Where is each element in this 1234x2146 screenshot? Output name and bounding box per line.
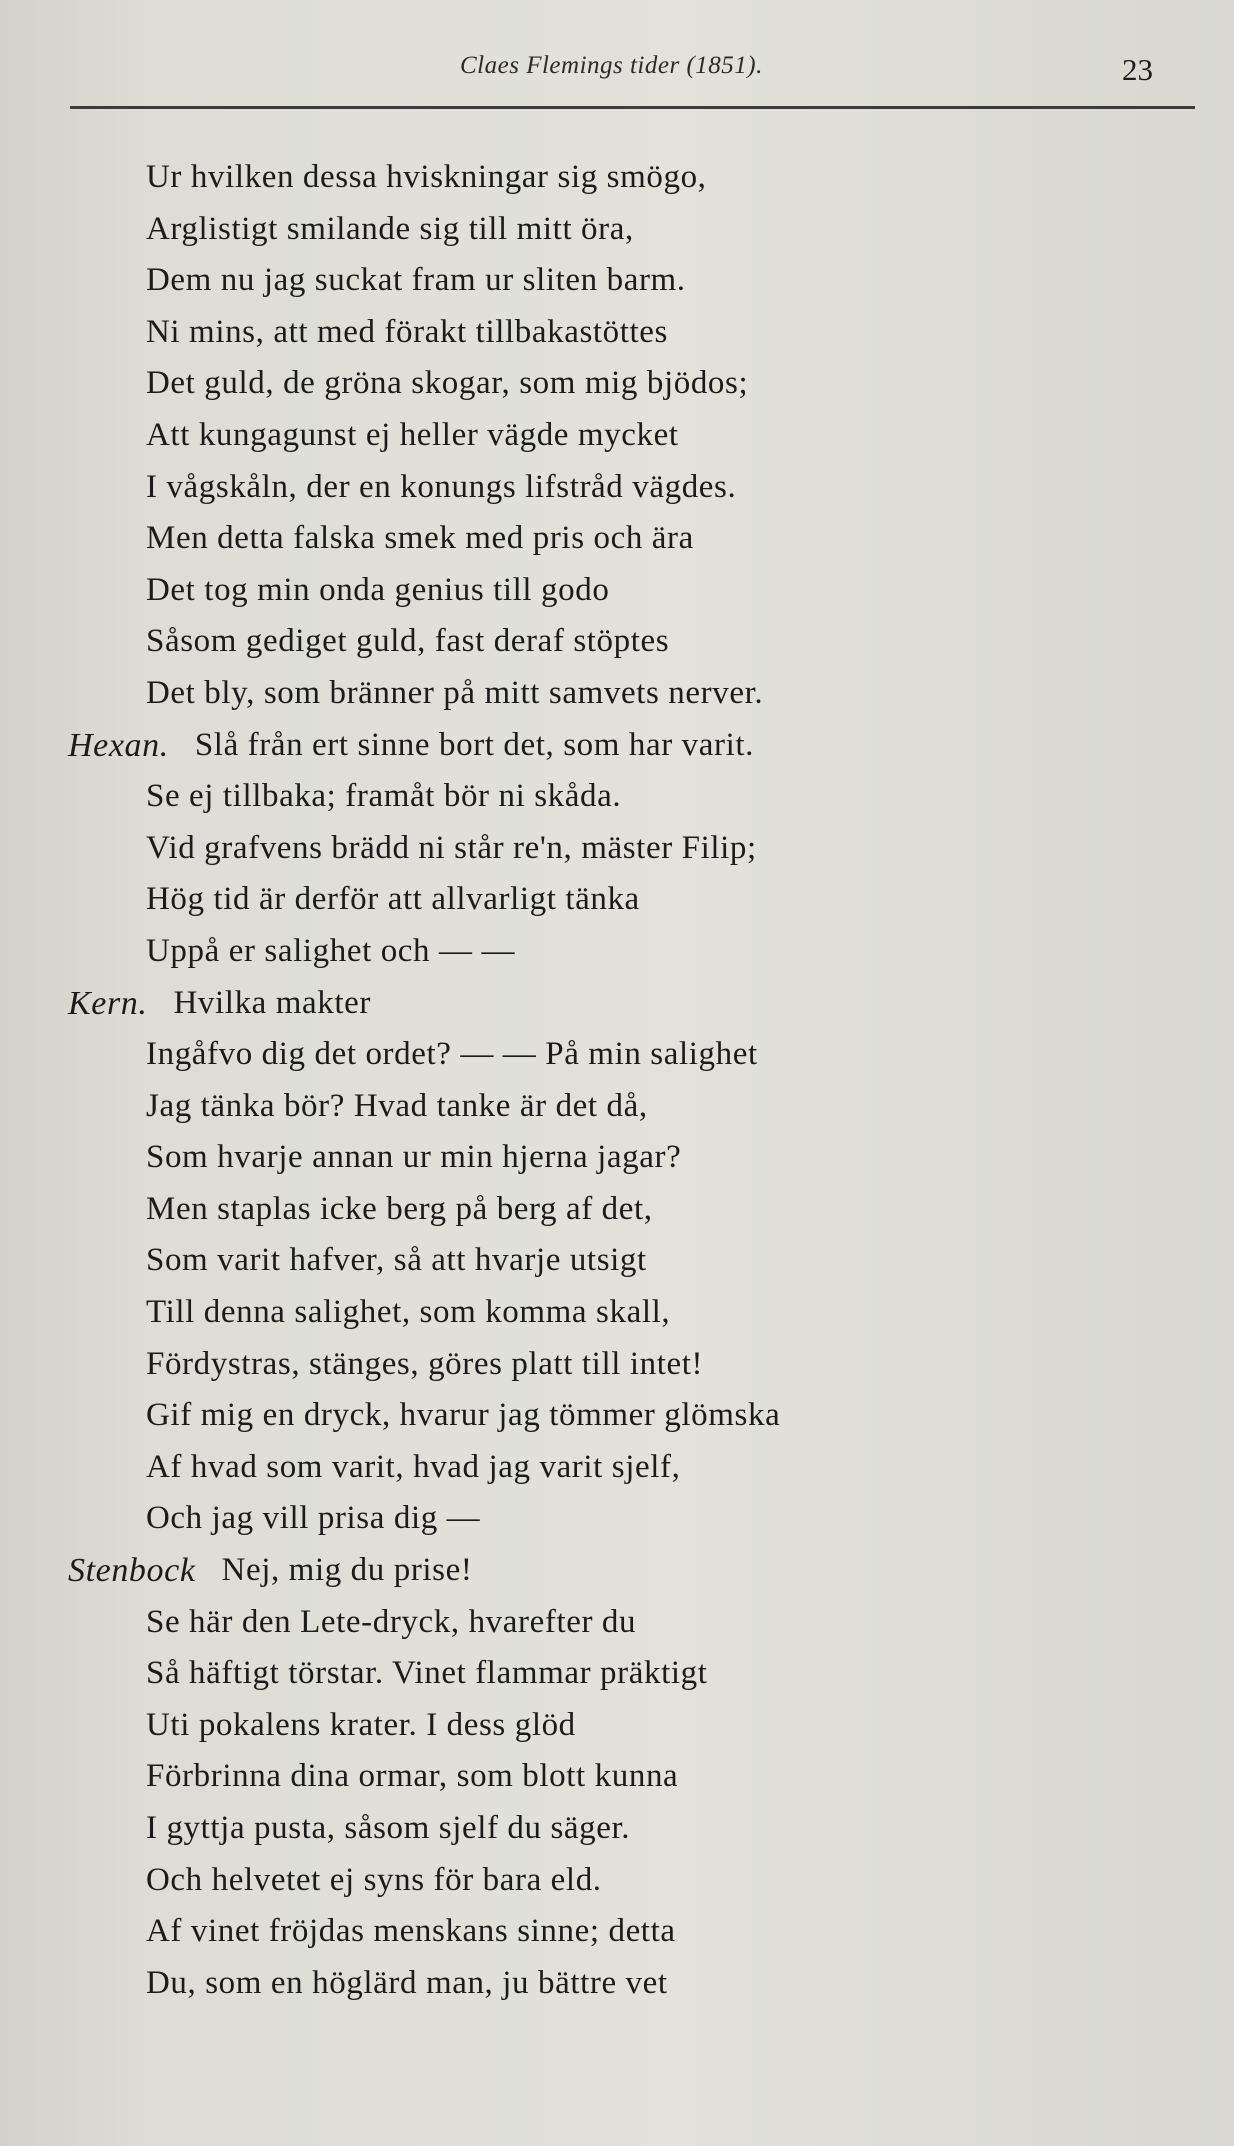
verse-line <box>0 1442 1234 1494</box>
verse-line-text: Men staplas icke berg på berg af det, <box>146 1190 653 1227</box>
verse-line-text: Vid grafvens brädd ni står re'n, mäster Filip; <box>146 829 757 866</box>
verse-line-text: Så häftigt törstar. Vinet flammar präktigt <box>146 1655 708 1692</box>
verse-line-text: Det bly, som bränner på mitt samvets nerver. <box>146 674 764 711</box>
verse-line-text: Se här den Lete-dryck, hvarefter du <box>146 1603 637 1640</box>
verse-line-text: Ur hvilken dessa hviskningar sig smögo, <box>146 159 707 195</box>
verse-line <box>0 565 1234 617</box>
verse-line-text: Uppå er salighet och — — <box>146 932 516 969</box>
verse-line-text: Se ej tillbaka; framåt bör ni skåda. <box>146 778 622 815</box>
verse-line <box>0 978 1234 1030</box>
verse-line-text: Som varit hafver, så att hvarje utsigt <box>146 1242 647 1279</box>
verse-line-text: Nej, mig du prise! <box>221 1552 473 1589</box>
verse-line <box>0 1390 1234 1442</box>
verse-line <box>0 1906 1234 1958</box>
verse-line-text: Arglistigt smilande sig till mitt öra, <box>146 210 634 247</box>
verse-line-text: Såsom gediget guld, fast deraf stöptes <box>146 623 670 660</box>
verse-line <box>0 1545 1234 1597</box>
verse-line <box>0 1081 1234 1133</box>
verse-line-text: Dem nu jag suckat fram ur sliten barm. <box>146 262 686 299</box>
verse-line-text: Du, som en höglärd man, ju bättre vet <box>146 1964 668 2001</box>
verse-line <box>0 616 1234 668</box>
verse-line <box>0 1597 1234 1649</box>
verse-line-text: Och jag vill prisa dig — <box>146 1500 481 1537</box>
verse-line <box>0 1493 1234 1545</box>
verse-line-text: Men detta falska smek med pris och ära <box>146 520 694 557</box>
verse-text <box>0 152 1234 2009</box>
verse-line-text: Slå från ert sinne bort det, som har varit. <box>194 726 754 763</box>
verse-line <box>0 1958 1234 2010</box>
verse-line-text: Att kungagunst ej heller vägde mycket <box>146 416 679 453</box>
verse-line <box>0 668 1234 720</box>
speaker-name: Hexan. <box>68 726 169 764</box>
page-number: 23 <box>1122 52 1153 87</box>
verse-line-text: Jag tänka bör? Hvad tanke är det då, <box>146 1087 648 1124</box>
verse-line-text: Ni mins, att med förakt tillbakastöttes <box>146 313 668 350</box>
verse-line-text: Af vinet fröjdas menskans sinne; detta <box>146 1913 676 1950</box>
verse-line-text: Ingåfvo dig det ordet? — — På min salighet <box>146 1036 758 1073</box>
speaker-name: Stenbock <box>68 1552 196 1590</box>
verse-line <box>0 1132 1234 1184</box>
verse-line <box>0 874 1234 926</box>
verse-line <box>0 204 1234 256</box>
verse-line <box>0 513 1234 565</box>
header-rule <box>70 106 1195 109</box>
verse-line <box>0 1700 1234 1752</box>
verse-line <box>0 410 1234 462</box>
verse-line-text: I gyttja pusta, såsom sjelf du säger. <box>146 1810 631 1846</box>
verse-line <box>0 771 1234 823</box>
verse-line-text: Af hvad som varit, hvad jag varit sjelf, <box>146 1448 681 1485</box>
verse-line-text: Till denna salighet, som komma skall, <box>146 1294 671 1331</box>
verse-line-text: Hög tid är derför att allvarligt tänka <box>146 881 640 918</box>
verse-line-text: Uti pokalens krater. I dess glöd <box>146 1706 576 1743</box>
verse-line-text: Gif mig en dryck, hvarur jag tömmer glömska <box>146 1397 781 1434</box>
verse-line <box>0 255 1234 307</box>
verse-line <box>0 1803 1234 1855</box>
verse-line-text: Som hvarje annan ur min hjerna jagar? <box>146 1139 682 1176</box>
verse-line <box>0 926 1234 978</box>
running-title: Claes Flemings tider (1851). <box>460 52 763 79</box>
verse-line <box>0 152 1234 204</box>
verse-line <box>0 1235 1234 1287</box>
verse-line <box>0 720 1234 772</box>
verse-line-text: Hvilka makter <box>173 984 371 1021</box>
verse-line <box>0 1855 1234 1907</box>
verse-line-text: Fördystras, stänges, göres platt till intet! <box>146 1345 704 1382</box>
verse-line <box>0 1648 1234 1700</box>
verse-line-text: I vågskåln, der en konungs lifstråd vägdes. <box>146 468 737 505</box>
verse-line-text: Förbrinna dina ormar, som blott kunna <box>146 1758 679 1795</box>
verse-line <box>0 1751 1234 1803</box>
verse-line <box>0 1029 1234 1081</box>
speaker-name: Kern. <box>68 984 148 1022</box>
verse-line <box>0 1339 1234 1391</box>
verse-line <box>0 358 1234 410</box>
verse-line-text: Det guld, de gröna skogar, som mig bjödos; <box>146 365 749 402</box>
verse-line-text: Och helvetet ej syns för bara eld. <box>146 1861 602 1898</box>
verse-line <box>0 307 1234 359</box>
verse-line <box>0 823 1234 875</box>
verse-line <box>0 1184 1234 1236</box>
verse-line <box>0 1287 1234 1339</box>
verse-line-text: Det tog min onda genius till godo <box>146 571 610 608</box>
verse-line <box>0 462 1234 514</box>
